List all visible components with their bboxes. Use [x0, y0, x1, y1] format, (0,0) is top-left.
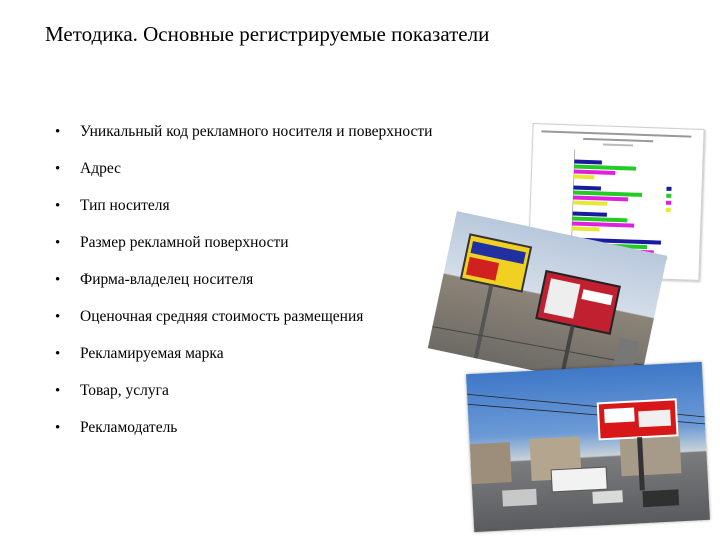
indicator-list: [55, 122, 432, 455]
chart-bar: [573, 200, 607, 205]
list-item: • Рекламодатель: [55, 418, 432, 455]
chart-bar: [574, 175, 595, 180]
list-item: • Уникальный код рекламного носителя и поверхности: [55, 122, 432, 159]
chart-bar: [573, 186, 601, 191]
list-item: • Размер рекламной поверхности: [55, 233, 432, 270]
chart-bar: [574, 170, 615, 175]
chart-bar: [573, 196, 628, 202]
legend-swatch: [666, 201, 671, 205]
legend-swatch: [666, 187, 671, 191]
chart-bar: [572, 221, 634, 227]
chart-title-lines: [541, 130, 691, 148]
chart-bar: [574, 165, 636, 171]
legend-swatch: [666, 208, 671, 212]
chart-bar: [574, 160, 602, 165]
list-item: • Адрес: [55, 159, 432, 196]
chart-bar: [572, 216, 627, 222]
list-item: • Товар, услуга: [55, 381, 432, 418]
list-item: • Тип носителя: [55, 196, 432, 233]
street-billboard-photo: [466, 362, 710, 532]
chart-bar: [572, 226, 600, 231]
list-item: • Рекламируемая марка: [55, 344, 432, 381]
chart-bar: [573, 211, 607, 216]
chart-legend: [666, 187, 672, 212]
list-item: • Фирма-владелец носителя: [55, 270, 432, 307]
page-title: Методика. Основные регистрируемые показатели: [45, 22, 490, 46]
legend-swatch: [666, 194, 671, 198]
list-item: • Оценочная средняя стоимость размещения: [55, 307, 432, 344]
